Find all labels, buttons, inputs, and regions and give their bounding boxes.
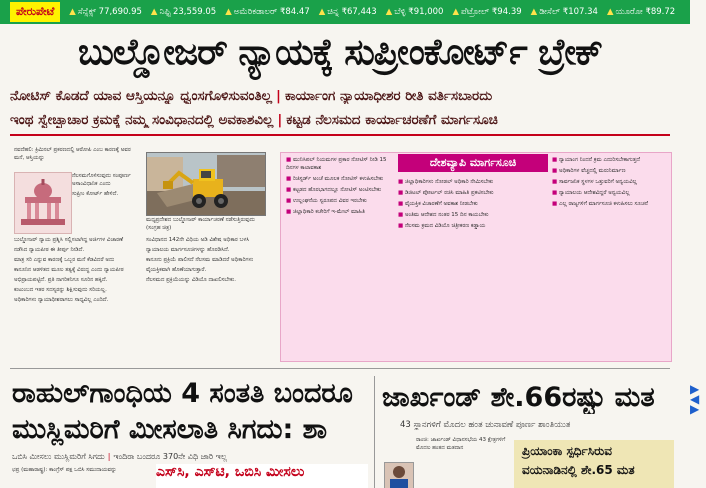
article-col-2 <box>146 236 270 356</box>
bullet-item: ■ ಉಲ್ಲಂಘನೆಯ ಸ್ವರೂಪದ ವಿವರ ಇರಬೇಕು <box>286 197 390 205</box>
article-col-1-top <box>14 146 138 170</box>
subhead-2-right: ಕಟ್ಟಡ ನೆಲಸಮದ ಕಾರ್ಯಾಚರಣೆಗೆ ಮಾರ್ಗಸೂಚಿ <box>286 112 498 128</box>
page-edge-marker: ▶ ◀ ▶ <box>690 382 700 416</box>
bullet-item: ■ ಅಧಿಕಾರಿಗಳ ವೆಚ್ಚದಲ್ಲಿ ಮರುನಿರ್ಮಾಣ <box>552 167 664 175</box>
article-text: ಸಂವಿಧಾನದ 142ನೇ ವಿಧಿಯ ಅಡಿ ವಿಶೇಷ ಅಧಿಕಾರ ಬಳಸಿ <box>146 237 250 243</box>
ticker-item-nifty: ▲ ನಿಫ್ಟಿ 23,559.05 <box>150 7 217 17</box>
subhead-2-left: ಇಂಥ ಸ್ವೇಚ್ಛಾಚಾರ ಕ್ರಮಕ್ಕೆ ನಮ್ಮ ಸಂವಿಧಾನದಲ್ಲಿ ಅವಕಾಶವಿಲ್ಲ <box>10 112 274 128</box>
subhead-1-left: ನೋಟಿಸ್ ಕೊಡದೆ ಯಾವ ಆಸ್ತಿಯನ್ನೂ ಧ್ವಂಸಗೊಳಿಸುವಂತಿಲ್ಲ <box>10 88 273 104</box>
bullet-item: ■ ನ್ಯಾಯಾಲಯ ಆದೇಶವಿದ್ದರೆ ಅನ್ವಯವಿಲ್ಲ <box>552 189 664 197</box>
ticker-item-diesel: ▲ ಡೀಸೆಲ್ ₹107.34 <box>530 7 598 17</box>
reservation-teaser: ಎಸ್‌ಸಿ, ಎಸ್‌ಟಿ, ಒಬಿಸಿ ಮೀಸಲು <box>156 464 368 488</box>
article-text: ಕಾನೂನು ಪ್ರಕ್ರಿಯೆ ಪಾಲಿಸದೆ ನೆಲಸಮ ಮಾಡಿದರೆ ಅಧಿಕಾರಿಗಳು <box>146 257 254 263</box>
article-col-1-right <box>72 172 138 232</box>
guidelines-title: ದೇಶವ್ಯಾಪಿ ಮಾರ್ಗಸೂಚಿ <box>398 154 548 172</box>
bullet-item: ■ ಎಲ್ಲ ರಾಜ್ಯಗಳಿಗೆ ಮಾರ್ಗಸೂಚಿ ಕಳುಹಿಸಲು ಸೂಚನೆ <box>552 200 664 208</box>
headline-rule <box>10 134 670 136</box>
guidelines-right-list <box>552 156 664 356</box>
divider: | <box>276 88 281 104</box>
arrow-icon: ▲ <box>318 7 326 17</box>
ticker-label: ಪೇರುಪೇಟೆ <box>10 2 60 22</box>
bullet-item: ■ ಸಾರ್ವಜನಿಕ ಸ್ಥಳಗಳ ಒತ್ತುವರಿಗೆ ಅನ್ವಯವಿಲ್ಲ <box>552 178 664 186</box>
supreme-court-photo <box>14 172 72 234</box>
jharkhand-story-text: ರಾಂಚಿ: ಜಾರ್ಖಂಡ್ ವಿಧಾನಸಭೆಯ 43 ಕ್ಷೇತ್ರಗಳಿಗೆ ಮೊದಲ ಹಂತದ ಮತದಾನ <box>416 437 506 451</box>
bullet-item: ■ ರಿಜಿಸ್ಟರ್ಡ್ ಅಂಚೆ ಮೂಲಕ ನೋಟಿಸ್ ಕಳುಹಿಸಬೇಕು <box>286 175 390 183</box>
bullet-item: ■ ಕಟ್ಟಡದ ಹೊರಭಾಗದಲ್ಲೂ ನೋಟಿಸ್ ಅಂಟಿಸಬೇಕು <box>286 186 390 194</box>
arrow-icon: ▲ <box>606 7 614 17</box>
bullet-item: ■ ಜಿಲ್ಲಾಧಿಕಾರಿ ಕಚೇರಿಗೆ ಇ-ಮೇಲ್ ಮಾಹಿತಿ <box>286 208 390 216</box>
article-text: ನಡೆಸಿದ ನ್ಯಾಯಪೀಠ ಈ ತೀರ್ಪು ನೀಡಿದೆ. <box>14 247 85 253</box>
article-text: ನವದೆಹಲಿ: ಕ್ರಿಮಿನಲ್ ಪ್ರಕರಣದಲ್ಲಿ ಆರೋಪಿ ಎಂಬ ಕಾರಣಕ್ಕೆ ಅವರ ಮನೆ, ಆಸ್ತಿಯನ್ನು <box>14 147 131 161</box>
ticker-item-gold: ▲ ಚಿನ್ನ ₹67,443 <box>318 7 377 17</box>
arrow-icon: ▲ <box>530 7 538 17</box>
rahul-subline-left: ಒಬಿಸಿ ಮೀಸಲು ಮುಸ್ಲಿಮರಿಗೆ ಸಿಗದು <box>12 452 105 461</box>
article-text: ಬುಲ್ಡೋಜರ್ ನ್ಯಾಯ ಪ್ರಶ್ನಿಸಿ ಸಲ್ಲಿಸಲಾಗಿದ್ದ ಅರ್ಜಿಗಳ ವಿಚಾರಣೆ <box>14 237 124 243</box>
arrow-icon: ▲ <box>69 7 76 17</box>
guidelines-left-list <box>286 156 390 356</box>
bullet-item: ■ ನ್ಯಾಯಾಂಗ ನಿಂದನೆ ಕ್ರಮ ಎದುರಿಸಬೇಕಾಗುತ್ತದೆ <box>552 156 664 164</box>
bullet-item: ■ ಅಂತಿಮ ಆದೇಶದ ನಂತರ 15 ದಿನ ಕಾಯಬೇಕು <box>398 211 544 219</box>
bulldozer-photo <box>146 152 266 216</box>
arrow-icon: ▲ <box>150 7 158 17</box>
bullet-item: ■ ಮುನಿಸಿಪಲ್ ನಿಯಮಗಳ ಪ್ರಕಾರ ನೋಟಿಸ್ ನೀಡಿ 15 ದಿನಗಳ ಕಾಲಾವಕಾಶ <box>286 156 390 172</box>
arrow-icon: ▲ <box>225 7 232 17</box>
bullet-item: ■ ಜಿಲ್ಲಾಧಿಕಾರಿಗಳು ನೋಡಲ್ ಅಧಿಕಾರಿ ನೇಮಿಸಬೇಕು <box>398 178 544 186</box>
photo-caption: ಮಧ್ಯಪ್ರದೇಶದ ಬುಲ್ಡೋಜರ್ ಕಾರ್ಯಾಚರಣೆ ನಡೆಸುತ್ತಿರುವುದು (ಸಂಗ್ರಹ ಚಿತ್ರ) <box>146 217 255 231</box>
divider: | <box>277 112 283 128</box>
section-divider <box>10 368 670 369</box>
article-text: ಸುಪ್ರೀಂ ಕೋರ್ಟ್ ಹೇಳಿದೆ. <box>72 191 119 197</box>
rahul-headline-line1: ರಾಹುಲ್‌ಗಾಂಧಿಯ 4 ಸಂತತಿ ಬಂದರೂ <box>12 378 353 409</box>
ticker-item-euro: ▲ ಯೂರೋ ₹89.72 <box>606 7 676 17</box>
ticker-item-dollar: ▲ ಅಮೆರಿಕಡಾಲರ್ ₹84.47 <box>225 7 310 17</box>
arrow-icon: ▲ <box>385 7 393 17</box>
main-headline: ಬುಲ್ಡೋಜರ್ ನ್ಯಾಯಕ್ಕೆ ಸುಪ್ರೀಂಕೋರ್ಟ್ ಬ್ರೇಕ್ <box>77 32 603 73</box>
arrow-icon: ▲ <box>452 7 459 17</box>
article-text: ಕಾನೂನಿನ ಆಡಳಿತದ ಮೂಲ ತತ್ವಕ್ಕೆ ವಿರುದ್ಧ ಎಂದು ನ್ಯಾಯಪೀಠ <box>14 267 124 273</box>
article-text: ನೆಲಸಮಗೊಳಿಸುವುದು ಸಂಪೂರ್ಣ ಅಸಾಂವಿಧಾನಿಕ ಎಂದು <box>72 173 131 187</box>
article-text: ನೆಲಸಮದ ಪ್ರಕ್ರಿಯೆಯನ್ನು ವಿಡಿಯೊ ದಾಖಲಿಸಬೇಕು. <box>146 277 236 283</box>
rahul-headline-line2: ಮುಸ್ಲಿಮರಿಗೆ ಮೀಸಲಾತಿ ಸಿಗದು: ಶಾ <box>12 414 327 445</box>
article-col-1-bottom <box>14 236 138 356</box>
article-text: ವೈಯಕ್ತಿಕವಾಗಿ ಹೊಣೆಯಾಗುತ್ತಾರೆ. <box>146 267 207 273</box>
article-text: ಅಭಿಪ್ರಾಯಪಟ್ಟಿದೆ. ಪ್ರತಿ ನಾಗರಿಕನಿಗೂ ಸೂರಿನ ಹಕ್ಕಿದೆ. <box>14 277 108 283</box>
bullet-item: ■ ಡಿಜಿಟಲ್ ಪೋರ್ಟಲ್ ರಚಿಸಿ ಮಾಹಿತಿ ಪ್ರಕಟಿಸಬೇಕು <box>398 189 544 197</box>
jharkhand-subline: 43 ಸ್ಥಾನಗಳಿಗೆ ಮೊದಲ ಹಂತ ಚುನಾವಣೆ ಪೂರ್ಣ ಶಾಂತಿಯುತ <box>400 420 571 430</box>
ticker-item-petrol: ▲ ಪೆಟ್ರೋಲ್ ₹94.39 <box>452 7 522 17</box>
rahul-subline <box>12 452 368 462</box>
voter-photo <box>384 462 414 488</box>
article-text: ಕುಟುಂಬದ ಇತರ ಸದಸ್ಯರನ್ನು ಶಿಕ್ಷಿಸುವುದು ಸರಿಯಲ್ಲ. <box>14 287 107 293</box>
rahul-subline-right: ಇಂದಿರಾ ಬಂದರೂ 370ನೇ ವಿಧಿ ಜಾರಿ ಇಲ್ಲ <box>113 452 227 461</box>
bullet-item: ■ ವೈಯಕ್ತಿಕ ವಿಚಾರಣೆಗೆ ಅವಕಾಶ ನೀಡಬೇಕು <box>398 200 544 208</box>
column-divider <box>374 376 375 488</box>
ticker-item-silver: ▲ ಬೆಳ್ಳಿ ₹91,000 <box>385 7 444 17</box>
article-text: ಮಾತ್ರ ಸರಿ ಎನ್ನುವ ಕಾರಣಕ್ಕೆ ಒಬ್ಬರ ಮನೆ ಕೆಡವಿದರೆ ಅದು <box>14 257 115 263</box>
subhead-1-right: ಕಾರ್ಯಾಂಗ ನ್ಯಾಯಾಧೀಶರ ರೀತಿ ವರ್ತಿಸಬಾರದು <box>284 88 493 104</box>
divider: | <box>107 452 111 461</box>
jharkhand-headline: ಜಾರ್ಖಂಡ್ ಶೇ.66ರಷ್ಟು ಮತ <box>382 382 655 413</box>
article-text: ಅಧಿಕಾರಿಗಳು ನ್ಯಾಯಾಧೀಶರಾಗಲು ಸಾಧ್ಯವಿಲ್ಲ ಎಂದಿದೆ. <box>14 297 109 303</box>
wayanad-teaser-line2: ವಯನಾಡಿನಲ್ಲಿ ಶೇ.65 ಮತ <box>522 463 635 477</box>
ticker-item-sensex: ▲ ಸೆನ್ಸೆಕ್ಸ್ 77,690.95 <box>69 7 142 17</box>
subhead-1 <box>10 88 670 104</box>
wayanad-teaser-line1: ಪ್ರಿಯಾಂಕಾ ಸ್ಪರ್ಧಿಸಿರುವ <box>522 444 612 458</box>
rahul-story-text: ಛಪ್ರ (ಮಹಾರಾಷ್ಟ್ರ): ಕಾಂಗ್ರೆಸ್ ಪಕ್ಷ ಒಬಿಸಿ ಸಮುದಾಯವನ್ನು <box>12 467 117 473</box>
market-ticker <box>0 0 690 24</box>
article-text: ನ್ಯಾಯಾಲಯ ಮಾರ್ಗಸೂಚಿಗಳನ್ನು ಹೊರಡಿಸಿದೆ. <box>146 247 230 253</box>
bullet-item: ■ ನೆಲಸಮ ಕ್ರಮದ ವಿಡಿಯೊ ಚಿತ್ರೀಕರಣ ಕಡ್ಡಾಯ <box>398 222 544 230</box>
subhead-2 <box>10 112 670 128</box>
guidelines-mid-list <box>398 178 544 356</box>
